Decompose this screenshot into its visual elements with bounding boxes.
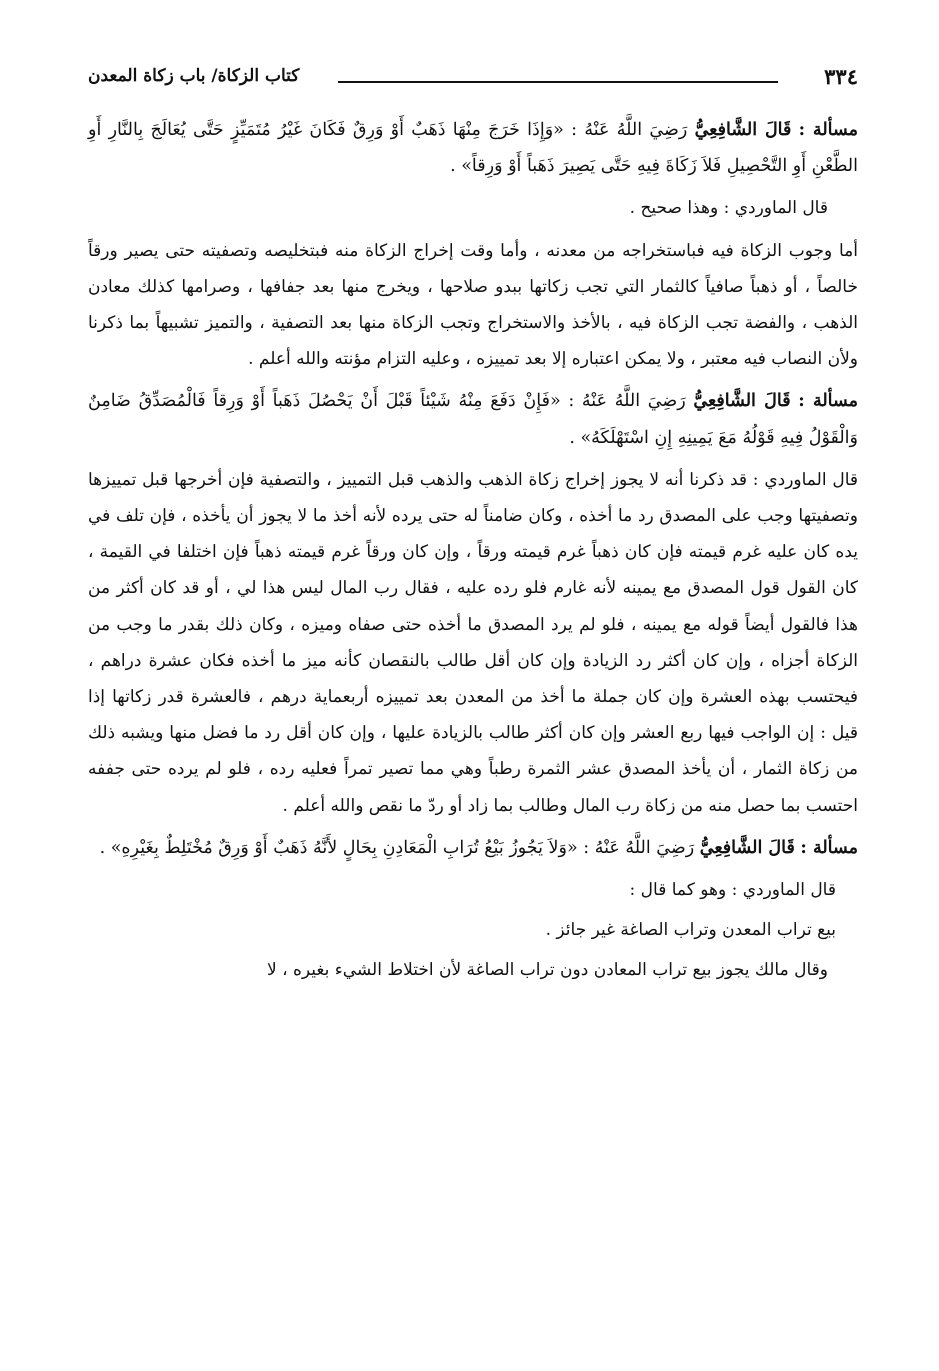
masala-3	[88, 830, 858, 866]
shafii-name: قَالَ الشَّافِعِيُّ	[693, 391, 791, 412]
masala-label: مسألة :	[798, 120, 858, 140]
shafii-name: قَالَ الشَّافِعِيُّ	[699, 837, 795, 858]
paragraph-ruling: بيع تراب المعدن وتراب الصاغة غير جائز .	[545, 920, 836, 941]
masala-text: رَضِيَ اللَّهُ عَنْهُ : «وَإِذَا خَرَجَ مِنْهَا ذَهَبٌ أَوْ وَرِقٌ فَكَانَ غَيْرُ مُتَمَيِّزٍ حَتَّى يُعَالَجَ بِالنَّارِ أَوِ الطَّعْنِ أَوِ التَّحْصِيلِ فَلاَ زَكَاةَ فِيهِ حَتَّى يَصِيرَ ذَهَباً أَوْ وَرِقاً» .	[88, 120, 858, 177]
masala-label: مسألة :	[798, 391, 858, 412]
masala-label: مسألة :	[800, 837, 858, 858]
masala-text: رَضِيَ اللَّهُ عَنْهُ : «فَإِنْ دَفَعَ مِنْهُ شَيْئاً قَبْلَ أَنْ يَحْصُلَ ذَهَباً أَوْ وَرِقاً فَالْمُصَدِّقُ ضَامِنٌ وَالْقَوْلُ فِيهِ قَوْلُهُ مَعَ يَمِينِهِ إِنِ اسْتَهْلَكَهُ» .	[88, 391, 858, 448]
shafii-name: قَالَ الشَّافِعِيُّ	[694, 120, 792, 140]
paragraph-commentary-1: أما وجوب الزكاة فيه فباستخراجه من معدنه ، وأما وقت إخراج الزكاة منه فبتخليصه وتصفيته حتى يصير ورقاً خالصاً ، أو ذهباً صافياً كالثمار التي تجب زكاتها ببدو صلاحها ، ويخرج منها بعد جفافها ، وصرامها كذلك معادن الذهب ، والفضة تجب الزكاة فيه ، بالأخذ والاستخراج وتجب الزكاة منها بعد التصفية ، والتميز تشبيهاً بما ذكرنا ولأن النصاب فيه معتبر ، ولا يمكن اعتباره إلا بعد تمييزه ، وعليه التزام مؤنته والله أعلم .	[88, 240, 858, 370]
masala-2	[88, 383, 858, 455]
paragraph-commentary-2: قال الماوردي : قد ذكرنا أنه لا يجوز إخراج زكاة الذهب والذهب قبل التمييز ، والتصفية فإن أخرجها قبل تمييزها وتصفيتها وجب على المصدق رد ما أخذه ، وكان ضامناً له حتى يرده لأنه أخذ ما لا يجوز أن يأخذه ، فإن تلف في يده كان عليه غرم قيمته فإن كان ذهباً غرم قيمته ورقاً ، وإن كان ورقاً غرم قيمته ذهباً فإن اختلفا في القيمة ، كان القول قول المصدق مع يمينه لأنه غارم فلو رده عليه ، فقال رب المال ليس هذا لي ، أو قد كان أكثر من هذا فالقول أيضاً قوله مع يمينه ، فلو لم يرد المصدق ما أخذه حتى صفاه وميزه ، وكان ذلك بقدر ما وجب من الزكاة أجزاه ، وإن كان أكثر رد الزيادة وإن كان أقل طالب بالنقصان كأنه ميز ما أخذه فكان عشرة دراهم ، فيحتسب بهذه العشرة وإن كان جملة ما أخذ من المعدن بعد تمييزه أربعماية درهم ، فالعشرة قدر زكاتها إذا قيل : إن الواجب فيها ربع العشر وإن كان أكثر طالب بالزيادة عليها ، وإن كان أقل رد ما فضل منها ويشبه ذلك من زكاة الثمار ، أن يأخذ المصدق عشر الثمرة رطباً وهي مما تصير تمراً فعليه رده ، فلو لم يرده حتى جففه احتسب بما حصل منه من زكاة رب المال وطالب بما زاد أو ردّ ما نقص والله أعلم .	[88, 469, 858, 816]
paragraph-malik: وقال مالك يجوز بيع تراب المعادن دون تراب الصاغة لأن اختلاط الشيء بغيره ، لا	[266, 960, 828, 981]
masala-1	[88, 112, 858, 184]
masala-text: رَضِيَ اللَّهُ عَنْهُ : «وَلاَ يَجُوزُ بَيْعُ تُرَابِ الْمَعَادِنِ بِحَالٍ لأَنَّهُ ذَهَبٌ أَوْ وَرِقٌ مُخْتَلِطٌ بِغَيْرِهِ» .	[99, 837, 695, 858]
chapter-title: كتاب الزكاة/ باب زكاة المعدن	[88, 66, 300, 86]
page-body	[88, 112, 858, 995]
running-header	[88, 62, 858, 98]
paragraph-mawardi-1: قال الماوردي : وهذا صحيح .	[629, 198, 828, 219]
page-number: ٣٣٤	[824, 64, 858, 89]
paragraph-mawardi-2: قال الماوردي : وهو كما قال :	[629, 880, 836, 901]
header-rule	[338, 81, 778, 83]
